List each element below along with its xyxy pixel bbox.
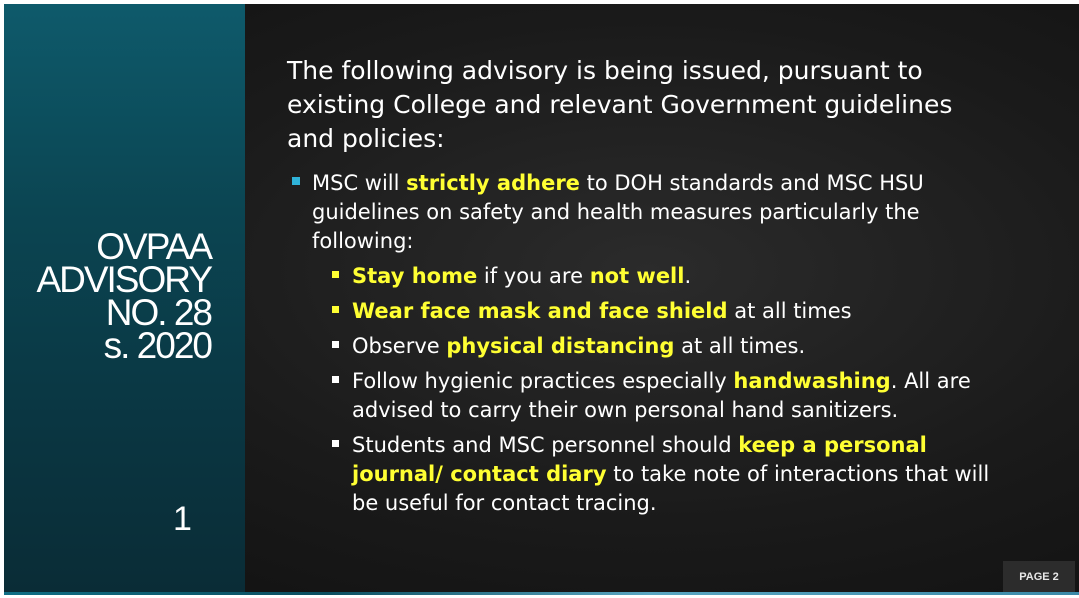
text: MSC will [312,171,407,195]
page-label: PAGE 2 [1003,561,1075,592]
square-bullet-icon [292,177,300,185]
title-line: OVPAA [96,226,211,267]
text: at all times. [674,334,806,358]
list-item [328,262,1018,291]
text: Follow hygienic practices especially [352,369,734,393]
title-line: s. 2020 [103,325,211,366]
text: to take note of interactions that will be useful for contact tracing. [352,462,990,515]
intro-text: The following advisory is being issued, pursuant to existing College and relevant Government guidelines and policies: [287,56,953,153]
list-item [328,297,1018,326]
highlight: not well [589,264,685,288]
side-panel [4,4,245,595]
square-bullet-icon [332,341,339,348]
highlight: physical distancing [446,334,675,358]
square-bullet-icon [332,271,339,278]
highlight: Wear face mask and face shield [352,299,728,323]
text: . All are advised to carry their own personal hand sanitizers. [352,369,971,422]
highlight: handwashing [733,369,891,393]
text: Students and MSC personnel should [352,433,739,457]
slide [4,4,1079,595]
text: Observe [352,334,447,358]
square-bullet-icon [332,376,339,383]
highlight: keep a personal journal/ contact diary [352,433,927,486]
list-item [328,367,1018,425]
bullet-list [288,169,1018,524]
bottom-accent-strip [4,592,1079,595]
title-line: ADVISORY [36,259,211,300]
advisory-title [11,226,211,366]
text: if you are [477,264,590,288]
slide-number: 1 [173,500,192,538]
square-bullet-icon [332,440,339,447]
list-item [328,332,1018,361]
highlight: Stay home [352,264,478,288]
text: to DOH standards and MSC HSU guidelines on safety and health measures particularly the following: [312,171,924,253]
text: at all times [727,299,852,323]
highlight: strictly adhere [406,171,580,195]
text: . [684,264,692,288]
list-item [328,431,1018,518]
square-bullet-icon [332,306,339,313]
title-line: NO. 28 [105,292,211,333]
main-bullet [288,169,1018,256]
sub-bullet-list [288,262,1018,518]
